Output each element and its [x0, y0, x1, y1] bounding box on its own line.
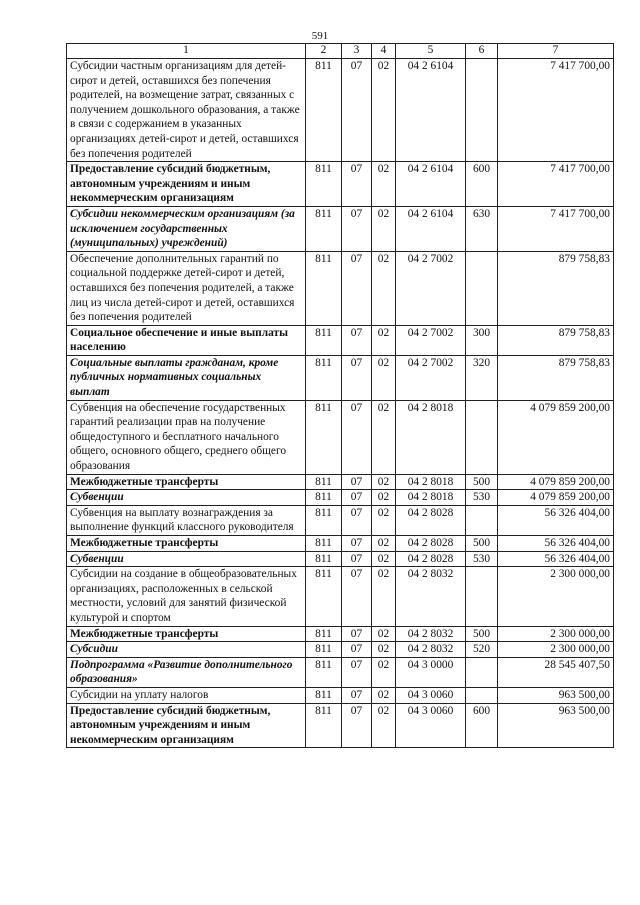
- row-section-code: 07: [342, 703, 372, 748]
- row-target-article: 04 3 0060: [396, 687, 466, 703]
- row-name: Социальное обеспечение и иные выплаты населению: [67, 325, 306, 355]
- row-expense-type: 500: [466, 626, 498, 642]
- row-section-code: 07: [342, 657, 372, 687]
- row-name: Социальные выплаты гражданам, кроме публичных нормативных социальных выплат: [67, 355, 306, 400]
- header-col-6: 6: [466, 44, 498, 59]
- row-expense-type: [466, 400, 498, 474]
- row-amount: 879 758,83: [498, 355, 614, 400]
- row-section-code: 07: [342, 59, 372, 162]
- row-name: Субвенция на обеспечение государственных гарантий реализации прав на получение общедоступного и бесплатного начального общего, основного общего, среднего общего образования: [67, 400, 306, 474]
- table-row: [67, 703, 614, 748]
- row-subsection-code: 02: [372, 490, 396, 506]
- row-subsection-code: 02: [372, 567, 396, 626]
- table-row: [67, 505, 614, 535]
- row-section-code: 07: [342, 162, 372, 207]
- row-target-article: 04 2 8032: [396, 642, 466, 658]
- table-row: [67, 355, 614, 400]
- row-expense-type: [466, 567, 498, 626]
- row-amount: 4 079 859 200,00: [498, 490, 614, 506]
- row-amount: 2 300 000,00: [498, 567, 614, 626]
- row-name: Субвенции: [67, 490, 306, 506]
- table-row: [67, 206, 614, 251]
- row-amount: 56 326 404,00: [498, 551, 614, 567]
- row-section-code: 07: [342, 626, 372, 642]
- row-admin-code: 811: [306, 251, 342, 325]
- row-target-article: 04 2 7002: [396, 325, 466, 355]
- row-admin-code: 811: [306, 400, 342, 474]
- row-name: Предоставление субсидий бюджетным, автономным учреждениям и иным некоммерческим организациям: [67, 703, 306, 748]
- row-name: Подпрограмма «Развитие дополнительного образования»: [67, 657, 306, 687]
- row-subsection-code: 02: [372, 251, 396, 325]
- header-row: [67, 44, 614, 59]
- row-section-code: 07: [342, 505, 372, 535]
- row-expense-type: [466, 505, 498, 535]
- row-expense-type: [466, 657, 498, 687]
- row-target-article: 04 2 7002: [396, 251, 466, 325]
- row-section-code: 07: [342, 251, 372, 325]
- table-row: [67, 687, 614, 703]
- row-subsection-code: 02: [372, 355, 396, 400]
- row-subsection-code: 02: [372, 703, 396, 748]
- row-amount: 7 417 700,00: [498, 162, 614, 207]
- row-admin-code: 811: [306, 687, 342, 703]
- row-name: Субсидии частным организациям для детей-сирот и детей, оставшихся без попечения родителей, на возмещение затрат, связанных с получением дошкольного образования, а также в связи с содержанием в указанных организациях детей-сирот и детей, оставшихся без попечения родителей: [67, 59, 306, 162]
- row-expense-type: 530: [466, 490, 498, 506]
- row-admin-code: 811: [306, 551, 342, 567]
- row-amount: 963 500,00: [498, 703, 614, 748]
- row-target-article: 04 2 8028: [396, 536, 466, 552]
- row-subsection-code: 02: [372, 551, 396, 567]
- row-target-article: 04 2 7002: [396, 355, 466, 400]
- row-expense-type: 320: [466, 355, 498, 400]
- row-expense-type: [466, 251, 498, 325]
- row-target-article: 04 2 6104: [396, 162, 466, 207]
- row-expense-type: 500: [466, 474, 498, 490]
- row-amount: 879 758,83: [498, 325, 614, 355]
- row-expense-type: 300: [466, 325, 498, 355]
- row-subsection-code: 02: [372, 59, 396, 162]
- row-name: Субсидии на создание в общеобразовательных организациях, расположенных в сельской местности, условий для занятий физической культурой и спортом: [67, 567, 306, 626]
- row-amount: 2 300 000,00: [498, 626, 614, 642]
- row-target-article: 04 2 8018: [396, 474, 466, 490]
- row-admin-code: 811: [306, 536, 342, 552]
- row-name: Межбюджетные трансферты: [67, 474, 306, 490]
- row-subsection-code: 02: [372, 536, 396, 552]
- row-name: Предоставление субсидий бюджетным, автономным учреждениям и иным некоммерческим организациям: [67, 162, 306, 207]
- row-section-code: 07: [342, 325, 372, 355]
- table-row: [67, 474, 614, 490]
- row-amount: 963 500,00: [498, 687, 614, 703]
- row-admin-code: 811: [306, 162, 342, 207]
- row-amount: 28 545 407,50: [498, 657, 614, 687]
- table-row: [67, 251, 614, 325]
- row-amount: 4 079 859 200,00: [498, 474, 614, 490]
- row-section-code: 07: [342, 474, 372, 490]
- table-row: [67, 325, 614, 355]
- row-name: Межбюджетные трансферты: [67, 536, 306, 552]
- header-col-3: 3: [342, 44, 372, 59]
- row-amount: 56 326 404,00: [498, 536, 614, 552]
- row-section-code: 07: [342, 642, 372, 658]
- row-subsection-code: 02: [372, 162, 396, 207]
- row-admin-code: 811: [306, 642, 342, 658]
- row-amount: 2 300 000,00: [498, 642, 614, 658]
- row-admin-code: 811: [306, 703, 342, 748]
- row-expense-type: 530: [466, 551, 498, 567]
- table-row: [67, 162, 614, 207]
- row-section-code: 07: [342, 536, 372, 552]
- row-amount: 56 326 404,00: [498, 505, 614, 535]
- row-section-code: 07: [342, 355, 372, 400]
- row-amount: 7 417 700,00: [498, 206, 614, 251]
- row-subsection-code: 02: [372, 400, 396, 474]
- row-section-code: 07: [342, 567, 372, 626]
- table-row: [67, 626, 614, 642]
- table-row: [67, 567, 614, 626]
- row-admin-code: 811: [306, 206, 342, 251]
- row-target-article: 04 2 8032: [396, 567, 466, 626]
- row-target-article: 04 2 8018: [396, 400, 466, 474]
- row-expense-type: 600: [466, 703, 498, 748]
- row-name: Обеспечение дополнительных гарантий по социальной поддержке детей-сирот и детей, оставшихся без попечения родителей, а также лиц из числа детей-сирот и детей, оставшихся без попечения родителей: [67, 251, 306, 325]
- row-subsection-code: 02: [372, 474, 396, 490]
- row-subsection-code: 02: [372, 687, 396, 703]
- row-subsection-code: 02: [372, 325, 396, 355]
- table-row: [67, 490, 614, 506]
- row-admin-code: 811: [306, 626, 342, 642]
- row-name: Субвенция на выплату вознаграждения за выполнение функций классного руководителя: [67, 505, 306, 535]
- row-name: Субсидии некоммерческим организациям (за исключением государственных (муниципальных) учреждений): [67, 206, 306, 251]
- row-subsection-code: 02: [372, 642, 396, 658]
- table-row: [67, 657, 614, 687]
- page-number: 591: [311, 30, 329, 42]
- row-section-code: 07: [342, 490, 372, 506]
- row-section-code: 07: [342, 687, 372, 703]
- row-expense-type: 500: [466, 536, 498, 552]
- table-row: [67, 551, 614, 567]
- header-col-4: 4: [372, 44, 396, 59]
- row-admin-code: 811: [306, 505, 342, 535]
- row-amount: 4 079 859 200,00: [498, 400, 614, 474]
- row-name: Субвенции: [67, 551, 306, 567]
- row-subsection-code: 02: [372, 505, 396, 535]
- row-section-code: 07: [342, 400, 372, 474]
- row-expense-type: 520: [466, 642, 498, 658]
- row-subsection-code: 02: [372, 657, 396, 687]
- row-subsection-code: 02: [372, 626, 396, 642]
- row-target-article: 04 2 8028: [396, 505, 466, 535]
- row-subsection-code: 02: [372, 206, 396, 251]
- row-name: Межбюджетные трансферты: [67, 626, 306, 642]
- row-name: Субсидии: [67, 642, 306, 658]
- table-row: [67, 59, 614, 162]
- row-target-article: 04 3 0060: [396, 703, 466, 748]
- row-expense-type: [466, 687, 498, 703]
- header-col-1: 1: [67, 44, 306, 59]
- row-target-article: 04 2 8032: [396, 626, 466, 642]
- row-target-article: 04 2 8028: [396, 551, 466, 567]
- row-admin-code: 811: [306, 490, 342, 506]
- row-admin-code: 811: [306, 59, 342, 162]
- row-expense-type: 630: [466, 206, 498, 251]
- budget-table: [66, 43, 614, 748]
- row-amount: 7 417 700,00: [498, 59, 614, 162]
- row-expense-type: 600: [466, 162, 498, 207]
- row-section-code: 07: [342, 551, 372, 567]
- row-target-article: 04 2 6104: [396, 59, 466, 162]
- table-row: [67, 642, 614, 658]
- row-expense-type: [466, 59, 498, 162]
- row-name: Субсидии на уплату налогов: [67, 687, 306, 703]
- header-col-5: 5: [396, 44, 466, 59]
- header-col-7: 7: [498, 44, 614, 59]
- row-admin-code: 811: [306, 657, 342, 687]
- header-col-2: 2: [306, 44, 342, 59]
- row-admin-code: 811: [306, 567, 342, 626]
- table-row: [67, 536, 614, 552]
- table-body: [67, 59, 614, 748]
- row-section-code: 07: [342, 206, 372, 251]
- row-admin-code: 811: [306, 355, 342, 400]
- row-target-article: 04 2 8018: [396, 490, 466, 506]
- row-admin-code: 811: [306, 325, 342, 355]
- row-admin-code: 811: [306, 474, 342, 490]
- row-amount: 879 758,83: [498, 251, 614, 325]
- table-row: [67, 400, 614, 474]
- row-target-article: 04 2 6104: [396, 206, 466, 251]
- row-target-article: 04 3 0000: [396, 657, 466, 687]
